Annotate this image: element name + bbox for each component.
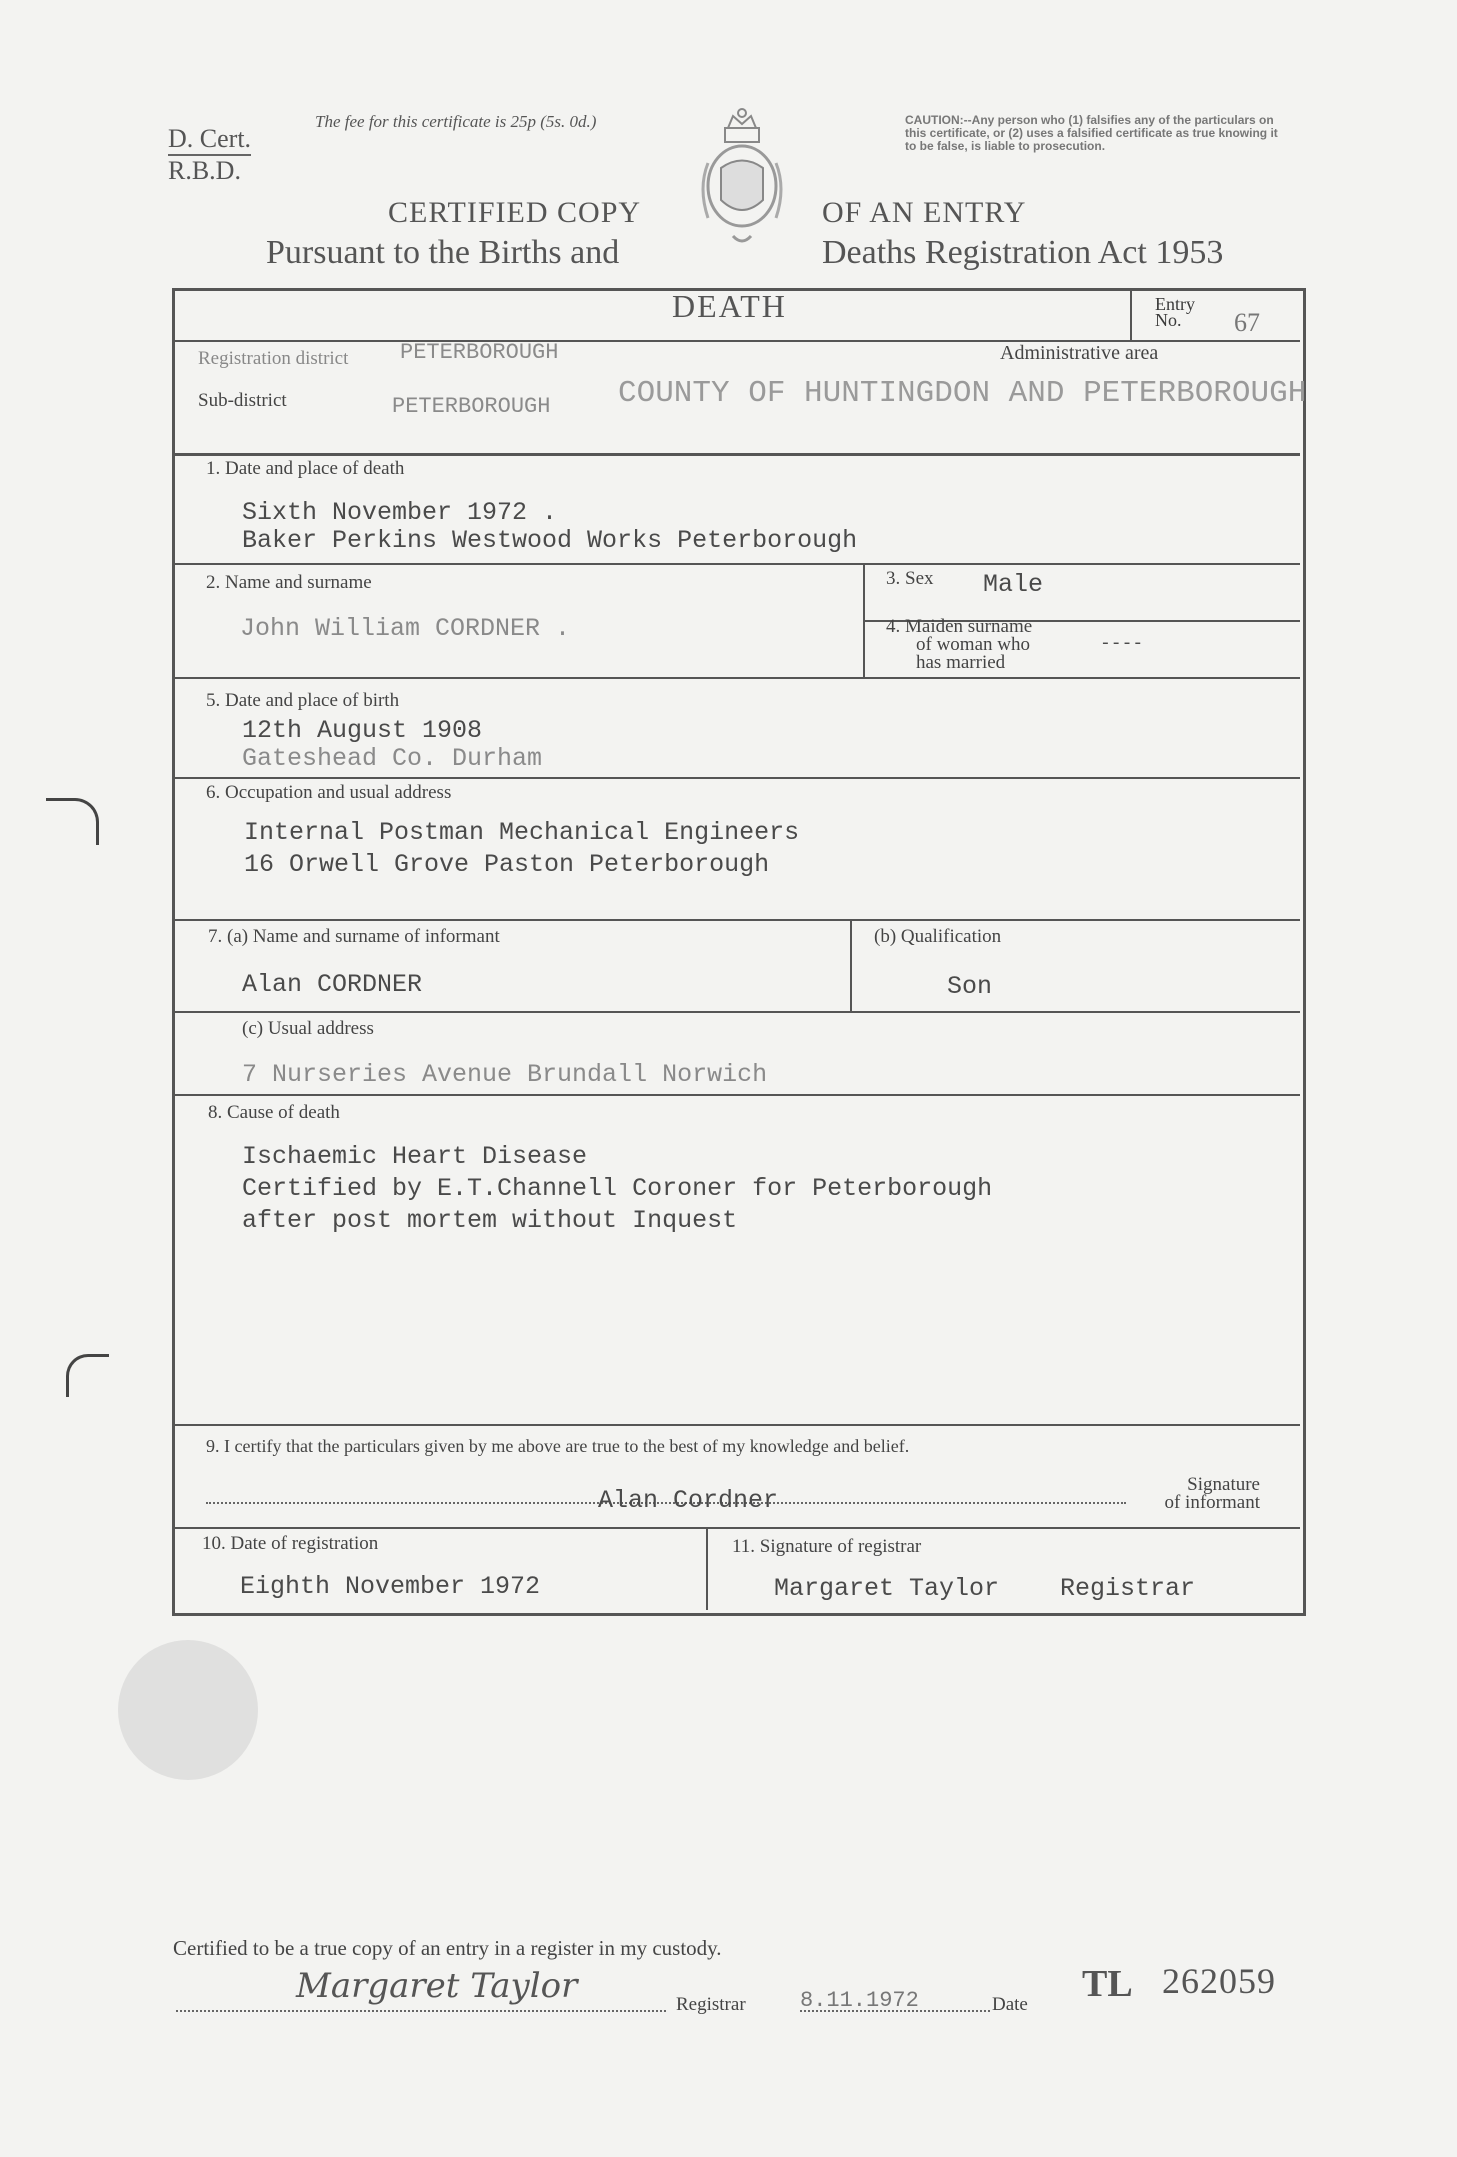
f9-label: 9. I certify that the particulars given by me above are true to the best of my knowledge and belief.	[206, 1436, 910, 1456]
f8-line3: after post mortem without Inquest	[242, 1206, 738, 1235]
certified-statement: Certified to be a true copy of an entry in a register in my custody.	[173, 1936, 722, 1960]
caution-text: CAUTION:--Any person who (1) falsifies any of the particulars on this certificate, or (2) uses a falsified certificate as true knowing it to be false, is liable to prosecution.	[905, 113, 1278, 153]
form-heading: DEATH	[672, 288, 787, 324]
footer-date-label: Date	[992, 1994, 1028, 2015]
title-act: Deaths Registration Act 1953	[822, 234, 1224, 271]
title-certified-copy: CERTIFIED COPY	[388, 196, 642, 229]
f3-value: Male	[983, 570, 1044, 599]
f6-line2: 16 Orwell Grove Paston Peterborough	[244, 850, 770, 879]
f7a-label: 7. (a) Name and surname of informant	[208, 926, 500, 947]
f7b-value: Son	[947, 972, 993, 1001]
f9-signature-label	[1150, 1476, 1260, 1512]
f4-label-3: has married	[916, 652, 1006, 673]
f10-label: 10. Date of registration	[202, 1533, 379, 1554]
administrative-area-value: COUNTY OF HUNTINGDON AND PETERBOROUGH	[618, 376, 1307, 411]
f4-value: ----	[1100, 634, 1144, 654]
f1-line1: Sixth November 1972 .	[242, 498, 558, 527]
f5-line2: Gateshead Co. Durham	[242, 744, 543, 773]
f9-sig-label-2: of informant	[1164, 1492, 1260, 1513]
f8-label: 8. Cause of death	[208, 1102, 340, 1123]
footer-registrar-label: Registrar	[676, 1994, 746, 2015]
entry-number: 67	[1234, 308, 1260, 337]
stamp-smudge	[118, 1640, 258, 1780]
f1-label: 1. Date and place of death	[206, 458, 405, 479]
f7b-label: (b) Qualification	[874, 926, 1002, 947]
registration-district-value: PETERBOROUGH	[400, 340, 559, 365]
dcert-code	[168, 124, 251, 186]
f10-value: Eighth November 1972	[240, 1572, 541, 1601]
f8-line1: Ischaemic Heart Disease	[242, 1142, 588, 1171]
f11-value: Margaret Taylor	[774, 1574, 1000, 1603]
entry-label: Entry No.	[1155, 294, 1195, 330]
f4-label-1: 4. Maiden surname	[886, 616, 1033, 637]
sub-district-value: PETERBOROUGH	[392, 394, 551, 419]
punch-hole-bottom	[66, 1354, 109, 1397]
f6-line1: Internal Postman Mechanical Engineers	[244, 818, 800, 847]
serial-prefix: TL	[1082, 1963, 1133, 2005]
title-pursuant: Pursuant to the Births and	[266, 234, 620, 271]
f3-label: 3. Sex	[886, 568, 934, 589]
f4-label-2: of woman who	[916, 634, 1030, 655]
f7c-label: (c) Usual address	[242, 1018, 374, 1039]
f11-label: 11. Signature of registrar	[732, 1536, 922, 1557]
footer-signature: Margaret Taylor	[296, 1966, 578, 2006]
form-frame	[172, 288, 1306, 1616]
f9-sig-label-1: Signature	[1187, 1474, 1260, 1495]
serial-number: 262059	[1162, 1961, 1276, 2001]
sub-district-label: Sub-district	[198, 390, 287, 411]
f1-line2: Baker Perkins Westwood Works Peterborough	[242, 526, 858, 555]
administrative-area-label: Administrative area	[1000, 342, 1159, 364]
f2-value: John William CORDNER .	[240, 614, 571, 643]
f8-line2: Certified by E.T.Channell Coroner for Peterborough	[242, 1174, 993, 1203]
f6-label: 6. Occupation and usual address	[206, 782, 452, 803]
dcert-text: D. Cert.	[168, 124, 251, 156]
fee-text: The fee for this certificate is 25p (5s. 0d.)	[315, 112, 597, 131]
f2-label: 2. Name and surname	[206, 572, 372, 593]
f4-label	[886, 618, 1032, 672]
f5-label: 5. Date and place of birth	[206, 690, 400, 711]
f7a-value: Alan CORDNER	[242, 970, 423, 999]
f9-value: Alan Cordner	[598, 1486, 779, 1515]
punch-hole-top	[46, 798, 99, 845]
registration-district-label: Registration district	[198, 348, 349, 369]
f11-role: Registrar	[1060, 1574, 1196, 1603]
rbd-text: R.B.D.	[168, 156, 241, 185]
f5-line1: 12th August 1908	[242, 716, 483, 745]
footer-date-value: 8.11.1972	[800, 1988, 919, 2013]
royal-crest-icon	[693, 108, 791, 258]
f7c-value: 7 Nurseries Avenue Brundall Norwich	[242, 1060, 768, 1089]
title-of-an-entry: OF AN ENTRY	[822, 196, 1027, 229]
